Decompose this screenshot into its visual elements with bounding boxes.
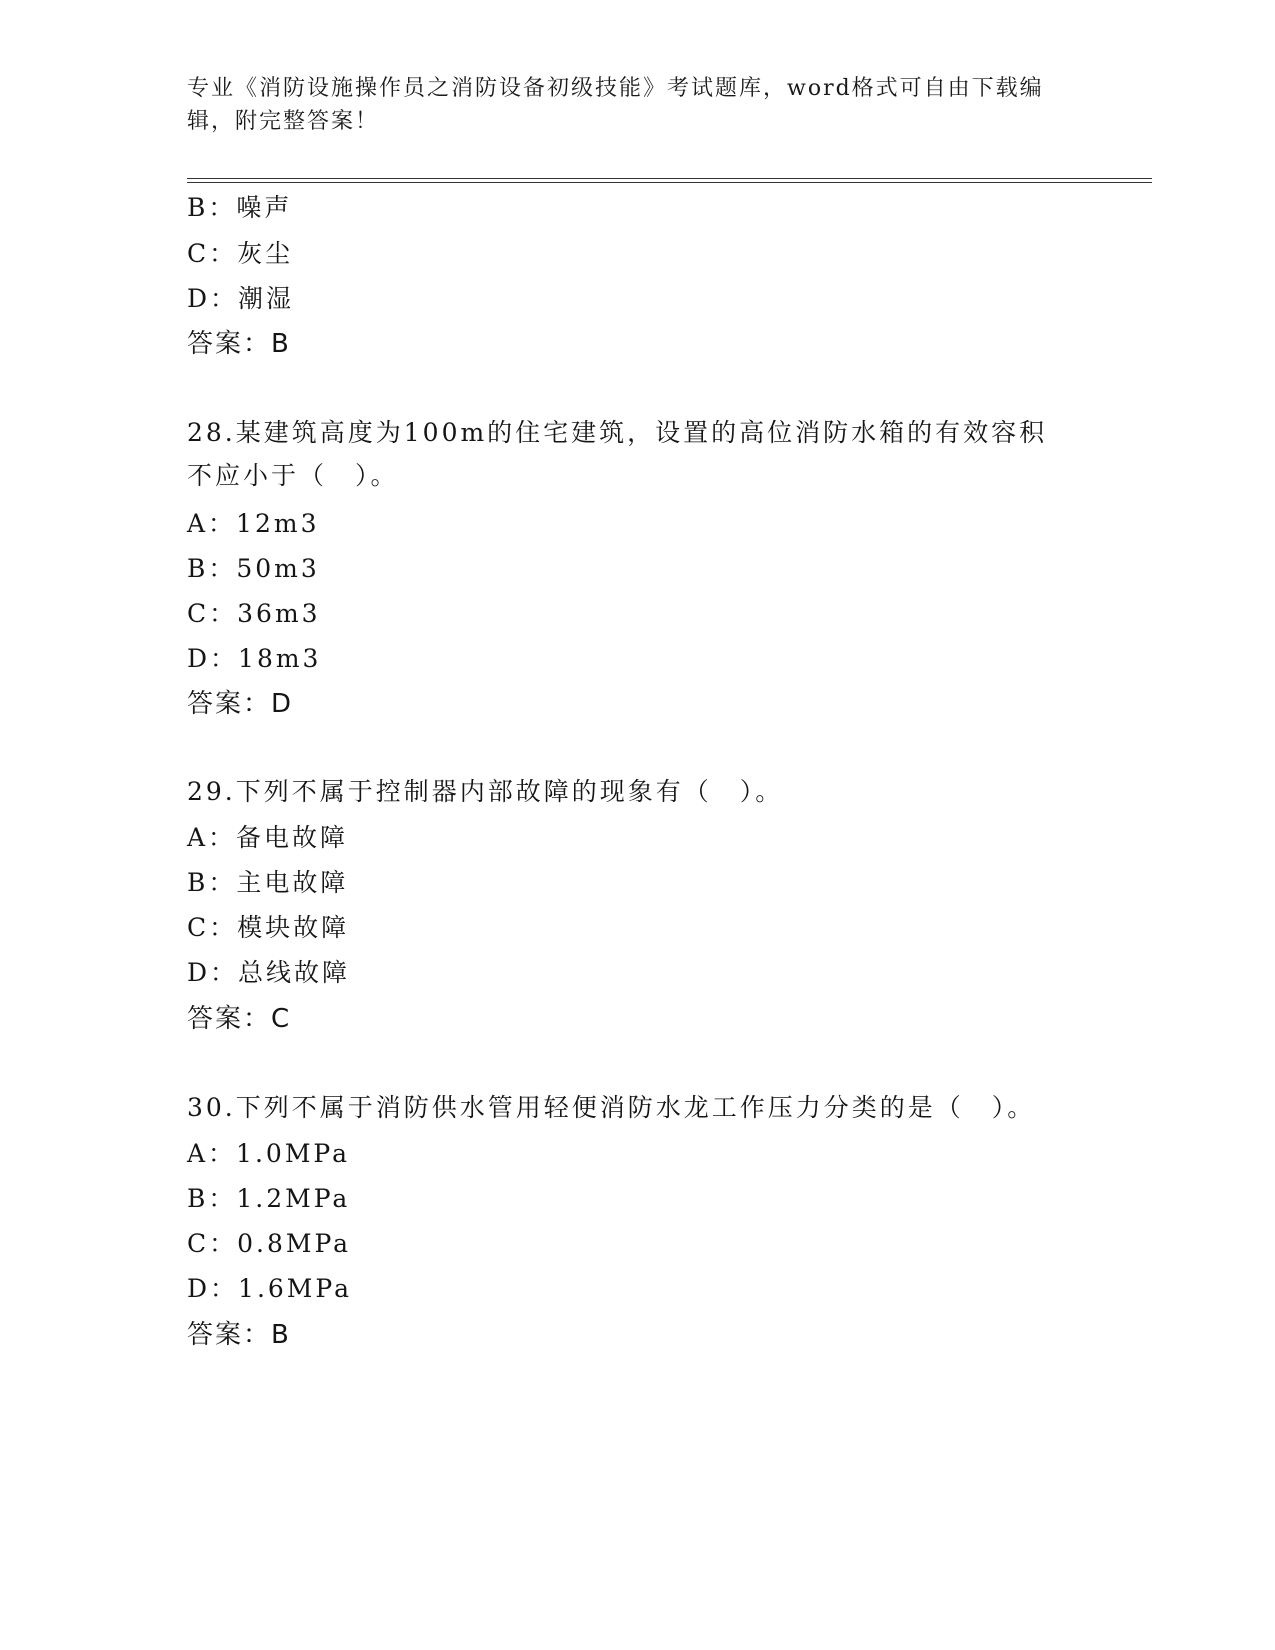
q29-option-d: D：总线故障	[187, 958, 351, 987]
q28-answer: 答案：D	[187, 689, 294, 719]
q30-option-d: D：1.6MPa	[187, 1274, 353, 1303]
q29-option-c: C：模块故障	[187, 913, 350, 942]
q30-option-b: B：1.2MPa	[187, 1184, 351, 1213]
q27-option-b: B：噪声	[187, 193, 293, 222]
q30-option-c: C：0.8MPa	[187, 1229, 352, 1258]
q28-option-d: D：18m3	[187, 644, 322, 673]
q27-answer: 答案：B	[187, 329, 291, 359]
q30-answer: 答案：B	[187, 1320, 291, 1350]
document-header	[187, 72, 1067, 138]
q30-option-a: A：1.0MPa	[187, 1139, 351, 1168]
q28-stem-line-1: 28.某建筑高度为100m的住宅建筑，设置的高位消防水箱的有效容积	[187, 418, 1048, 447]
header-line-1: 专业《消防设施操作员之消防设备初级技能》考试题库，word格式可自由下载编	[187, 76, 1044, 101]
header-line-2: 辑，附完整答案！	[187, 109, 380, 134]
q28-stem-line-2: 不应小于（ ）。	[187, 461, 399, 490]
header-divider-top	[187, 178, 1152, 179]
header-divider-bottom	[187, 182, 1152, 183]
q28-option-b: B：50m3	[187, 554, 320, 583]
q29-stem: 29.下列不属于控制器内部故障的现象有（ ）。	[187, 777, 784, 806]
q29-option-b: B：主电故障	[187, 868, 349, 897]
q28-option-c: C：36m3	[187, 599, 321, 628]
q29-option-a: A：备电故障	[187, 823, 349, 852]
q27-option-d: D：潮湿	[187, 284, 295, 313]
q28-option-a: A：12m3	[187, 509, 320, 538]
q30-stem: 30.下列不属于消防供水管用轻便消防水龙工作压力分类的是（ ）。	[187, 1093, 1036, 1122]
q27-option-c: C：灰尘	[187, 239, 294, 268]
q29-answer: 答案：C	[187, 1004, 292, 1034]
